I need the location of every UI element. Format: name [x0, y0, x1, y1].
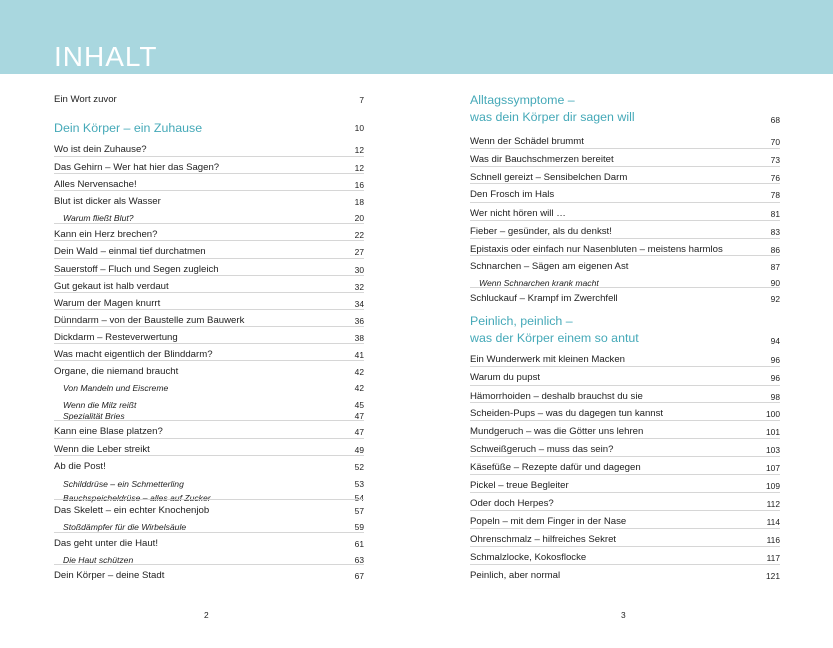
toc-entry[interactable]	[54, 536, 364, 552]
entry-page-number: 41	[354, 350, 364, 360]
toc-entry[interactable]	[54, 459, 364, 475]
entry-title: Die Haut schützen	[63, 555, 134, 565]
entry-title: Wenn Schnarchen krank macht	[479, 278, 599, 288]
entry-title: Blut ist dicker als Wasser	[54, 196, 161, 207]
toc-entry[interactable]	[54, 194, 364, 210]
entry-title: Schluckauf – Krampf im Zwerchfell	[470, 293, 618, 304]
entry-page-number: 49	[354, 445, 364, 455]
entry-page-number: 16	[354, 180, 364, 190]
entry-page-number: 57	[354, 506, 364, 516]
entry-title: Wer nicht hören will …	[470, 208, 566, 219]
entry-title: Dünndarm – von der Baustelle zum Bauwerk	[54, 315, 245, 326]
entry-page-number: 98	[770, 392, 780, 402]
entry-page-number: 42	[354, 367, 364, 377]
section-title-line2: was dein Körper dir sagen will	[470, 110, 635, 124]
toc-entry[interactable]	[54, 503, 364, 519]
entry-page-number: 22	[354, 230, 364, 240]
entry-title: Sauerstoff – Fluch und Segen zugleich	[54, 264, 219, 275]
entry-page-number: 27	[354, 247, 364, 257]
entry-title: Alles Nervensache!	[54, 179, 137, 190]
entry-page-number: 78	[770, 190, 780, 200]
entry-page-number: 83	[770, 227, 780, 237]
toc-entry[interactable]	[54, 568, 364, 584]
section-title-line1: Alltagssymptome –	[470, 93, 575, 107]
toc-subentry[interactable]	[470, 275, 780, 291]
entry-page-number: 53	[354, 479, 364, 489]
entry-title: Hämorrhoiden – deshalb brauchst du sie	[470, 391, 643, 402]
entry-title: Von Mandeln und Eiscreme	[63, 383, 169, 393]
entry-title: Popeln – mit dem Finger in der Nase	[470, 516, 627, 527]
entry-title: Das geht unter die Haut!	[54, 538, 158, 549]
toc-entry[interactable]	[470, 187, 780, 203]
entry-page-number: 63	[354, 555, 364, 565]
entry-title: Oder doch Herpes?	[470, 498, 554, 509]
entry-title: Dickdarm – Resteverwertung	[54, 332, 178, 343]
entry-page-number: 67	[354, 571, 364, 581]
entry-page-number: 76	[770, 173, 780, 183]
toc-entry[interactable]	[470, 568, 780, 584]
entry-page-number: 103	[766, 445, 780, 455]
toc-entry[interactable]	[54, 92, 364, 108]
entry-title: Gut gekaut ist halb verdaut	[54, 281, 169, 292]
entry-title: Wenn die Milz reißt	[63, 400, 137, 410]
entry-page-number: 36	[354, 316, 364, 326]
section-title-line1: Peinlich, peinlich –	[470, 314, 573, 328]
entry-title: Ab die Post!	[54, 461, 106, 472]
entry-title: Ein Wunderwerk mit kleinen Macken	[470, 354, 625, 365]
entry-title: Dein Körper – deine Stadt	[54, 570, 165, 581]
entry-page-number: 92	[770, 294, 780, 304]
entry-title: Stoßdämpfer für die Wirbelsäule	[63, 522, 187, 532]
entry-page-number: 73	[770, 155, 780, 165]
entry-page-number: 90	[770, 278, 780, 288]
toc-entry[interactable]	[54, 364, 364, 380]
entry-title: Schnarchen – Sägen am eigenen Ast	[470, 261, 629, 272]
entry-page-number: 81	[770, 209, 780, 219]
entry-title: Ein Wort zuvor	[54, 94, 117, 105]
entry-page-number: 42	[354, 383, 364, 393]
entry-page-number: 116	[766, 535, 780, 545]
page-title: INHALT	[54, 41, 158, 72]
entry-title: Bauchspeicheldrüse – alles auf Zucker	[63, 493, 211, 503]
entry-page-number: 30	[354, 265, 364, 275]
entry-title: Fieber – gesünder, als du denkst!	[470, 226, 612, 237]
toc-entry[interactable]	[470, 259, 780, 275]
entry-title: Spezialität Bries	[63, 411, 125, 421]
section-page-number: 10	[354, 123, 364, 133]
entry-title: Organe, die niemand braucht	[54, 366, 179, 377]
entry-page-number: 96	[770, 355, 780, 365]
entry-page-number: 121	[766, 571, 780, 581]
entry-title: Wenn die Leber streikt	[54, 444, 150, 455]
entry-page-number: 87	[770, 262, 780, 272]
entry-page-number: 59	[354, 522, 364, 532]
entry-page-number: 18	[354, 197, 364, 207]
entry-title: Schnell gereizt – Sensibelchen Darm	[470, 172, 628, 183]
section-title-line2: was der Körper einem so antut	[470, 331, 639, 345]
entry-page-number: 101	[766, 427, 780, 437]
entry-title: Schilddrüse – ein Schmetterling	[63, 479, 184, 489]
entry-title: Den Frosch im Hals	[470, 189, 555, 200]
entry-page-number: 20	[354, 213, 364, 223]
entry-page-number: 12	[354, 145, 364, 155]
toc-subentry[interactable]	[54, 408, 364, 424]
entry-page-number: 7	[359, 95, 364, 105]
entry-title: Warum fließt Blut?	[63, 213, 134, 223]
page-number-left: 2	[204, 610, 209, 620]
entry-title: Was dir Bauchschmerzen bereitet	[470, 154, 614, 165]
entry-title: Dein Wald – einmal tief durchatmen	[54, 246, 206, 257]
entry-page-number: 100	[766, 409, 780, 419]
page-number-right: 3	[621, 610, 626, 620]
entry-page-number: 61	[354, 539, 364, 549]
entry-title: Warum der Magen knurrt	[54, 298, 161, 309]
entry-page-number: 52	[354, 462, 364, 472]
entry-page-number: 38	[354, 333, 364, 343]
entry-title: Peinlich, aber normal	[470, 570, 561, 581]
entry-page-number: 45	[354, 400, 364, 410]
toc-entry[interactable]	[470, 370, 780, 386]
entry-title: Warum du pupst	[470, 372, 541, 383]
entry-title: Scheiden-Pups – was du dagegen tun kannst	[470, 408, 664, 419]
entry-page-number: 86	[770, 245, 780, 255]
entry-page-number: 117	[766, 553, 780, 563]
entry-title: Schmalzlocke, Kokosflocke	[470, 552, 587, 563]
entry-title: Wenn der Schädel brummt	[470, 136, 584, 147]
entry-title: Kann eine Blase platzen?	[54, 426, 163, 437]
entry-title: Mundgeruch – was die Götter uns lehren	[470, 426, 644, 437]
entry-page-number: 96	[770, 373, 780, 383]
entry-title: Wo ist dein Zuhause?	[54, 144, 147, 155]
entry-title: Pickel – treue Begleiter	[470, 480, 569, 491]
entry-page-number: 47	[354, 427, 364, 437]
entry-page-number: 54	[354, 493, 364, 503]
toc-subentry[interactable]	[54, 552, 364, 568]
entry-title: Epistaxis oder einfach nur Nasenbluten – meistens harmlos	[470, 244, 723, 255]
entry-page-number: 12	[354, 163, 364, 173]
entry-page-number: 32	[354, 282, 364, 292]
entry-page-number: 34	[354, 299, 364, 309]
toc-subentry[interactable]	[54, 380, 364, 396]
entry-page-number: 112	[766, 499, 780, 509]
section-title: Dein Körper – ein Zuhause	[54, 121, 203, 135]
entry-title: Ohrenschmalz – hilfreiches Sekret	[470, 534, 617, 545]
entry-page-number: 47	[354, 411, 364, 421]
section-page-number: 94	[770, 336, 780, 346]
entry-title: Was macht eigentlich der Blinddarm?	[54, 349, 213, 360]
entry-title: Das Gehirn – Wer hat hier das Sagen?	[54, 162, 220, 173]
entry-page-number: 70	[770, 137, 780, 147]
toc-entry[interactable]	[470, 291, 780, 307]
entry-page-number: 107	[766, 463, 780, 473]
entry-title: Kann ein Herz brechen?	[54, 229, 158, 240]
entry-page-number: 114	[766, 517, 780, 527]
section-page-number: 68	[770, 115, 780, 125]
entry-title: Schweißgeruch – muss das sein?	[470, 444, 614, 455]
entry-title: Käsefüße – Rezepte dafür und dagegen	[470, 462, 641, 473]
entry-title: Das Skelett – ein echter Knochenjob	[54, 505, 210, 516]
entry-page-number: 109	[766, 481, 780, 491]
